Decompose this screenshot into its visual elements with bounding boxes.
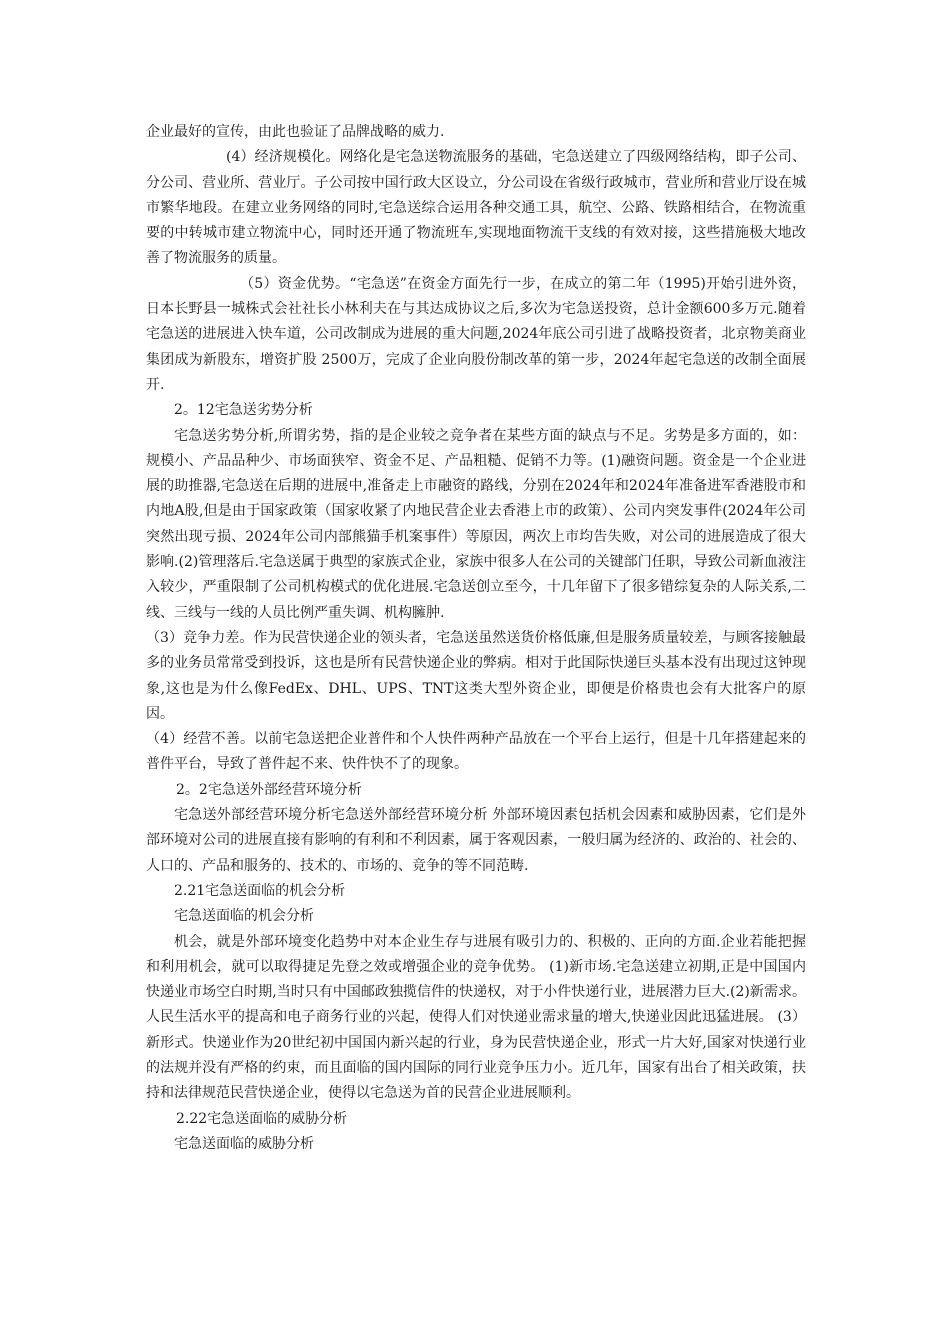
paragraph-poor-management: （4）经营不善。以前宅急送把企业普件和个人快件两种产品放在一个平台上运行，但是十几年搭建起来的普件平台，导致了普件起不来、快件快不了的现象。 [146, 731, 806, 773]
heading-external-environment: 2。2宅急送外部经营环境分析 [176, 781, 362, 798]
paragraph-competitiveness: （3）竞争力差。作为民营快递企业的领头者，宅急送虽然送货价格低廉,但是服务质量较差，与顾客接触最多的业务员常常受到投诉，这也是所有民营快递企业的弊病。相对于此国际快递巨头基本没有出现过这钟现象,这也是为什么像FedEx、DHL、UPS、TNT这类大型外资企业，即便是价格贵也会有大批客户的原因。 [146, 629, 806, 722]
paragraph-external-environment: 宅急送外部经营环境分析宅急送外部经营环境分析 外部环境因素包括机会因素和威胁因素，它们是外部环境对公司的进展直接有影响的有利和不利因素，属于客观因素，一般归属为经济的、政治的、社会的、人口的、产品和服务的、技术的、市场的、竞争的等不同范畴. [146, 807, 806, 874]
paragraph-weakness-analysis: 宅急送劣势分析,所谓劣势，指的是企业较之竞争者在某些方面的缺点与不足。劣势是多方面的，如：规模小、产品品种少、市场面狭窄、资金不足、产品粗糙、促销不力等。(1)融资问题。资金是一个企业进展的助推器,宅急送在后期的进展中,准备走上市融资的路线，分别在2024年和2024年准备进军香港股市和内地A股,但是由于国家政策（国家收紧了内地民营企业去香港上市的政策）、公司内突发事件(2024年公司突然出现亏损、2024年公司内部熊猫手机案事件）等原因，两次上市均告失败，对公司的进展造成了很大影响.(2)管理落后.宅急送属于典型的家族式企业，家族中很多人在公司的关键部门任职，导致公司新血液注入较少，严重限制了公司机构模式的优化进展.宅急送创立至今，十几年留下了很多错综复杂的人际关系,二线、三线与一线的人员比例严重失调、机构臃肿. [146, 427, 806, 621]
paragraph-economy-of-scale: (4）经济规模化。网络化是宅急送物流服务的基础，宅急送建立了四级网络结构，即子公司、分公司、营业所、营业厅。子公司按中国行政大区设立，分公司设在省级行政城市，营业所和营业厅设在城市繁华地段。在建立业务网络的同时,宅急送综合运用各种交通工具，航空、公路、铁路相结合，在物流重要的中转城市建立物流中心，同时还开通了物流班车,实现地面物流干支线的有效对接，这些措施极大地改善了物流服务的质量。 [146, 149, 806, 267]
subheading-threat-analysis: 宅急送面临的威胁分析 [174, 1135, 314, 1152]
heading-opportunity-analysis: 2.21宅急送面临的机会分析 [174, 882, 346, 899]
paragraph-capital-advantage: （5）资金优势。“宅急送”在资金方面先行一步，在成立的第二年（1995)开始引进外资，日本长野县一城株式会社社长小林利夫在与其达成协议之后,多次为宅急送投资，总计金额600多万元.随着宅急送的进展进入快车道，公司改制成为进展的重大问题,2024年底公司引进了战略投资者，北京物美商业集团成为新股东，增资扩股 2500万，完成了企业向股份制改革的第一步，2024年起宅急送的改制全面展开. [146, 275, 806, 393]
subheading-opportunity-analysis: 宅急送面临的机会分析 [174, 908, 314, 925]
document-body [146, 120, 806, 1157]
paragraph-opportunity-analysis: 机会，就是外部环境变化趋势中对本企业生存与进展有吸引力的、积极的、正向的方面.企业若能把握和利用机会，就可以取得捷足先登之效或增强企业的竞争优势。 (1)新市场.宅急送建立初期,正是中国国内快递业市场空白时期,当时只有中国邮政独揽信件的快递权，对于小件快递行业，进展潜力巨大.(2)新需求。人民生活水平的提高和电子商务行业的兴起，使得人们对快递业需求量的增大,快递业因此迅猛进展。 (3）新形式。快递业作为20世纪初中国国内新兴起的行业，身为民营快递企业，形式一片大好,国家对快递行业的法规并没有严格的约束，而且面临的国内国际的同行业竞争压力小。近几年，国家有出台了相关政策，扶持和法律规范民营快递企业，使得以宅急送为首的民营企业进展顺利。 [146, 933, 806, 1102]
heading-weakness-analysis: 2。12宅急送劣势分析 [174, 402, 313, 419]
paragraph-brand-continuation: 企业最好的宣传，由此也验证了品牌战略的威力. [146, 124, 445, 140]
heading-threat-analysis: 2.22宅急送面临的威胁分析 [176, 1110, 348, 1127]
